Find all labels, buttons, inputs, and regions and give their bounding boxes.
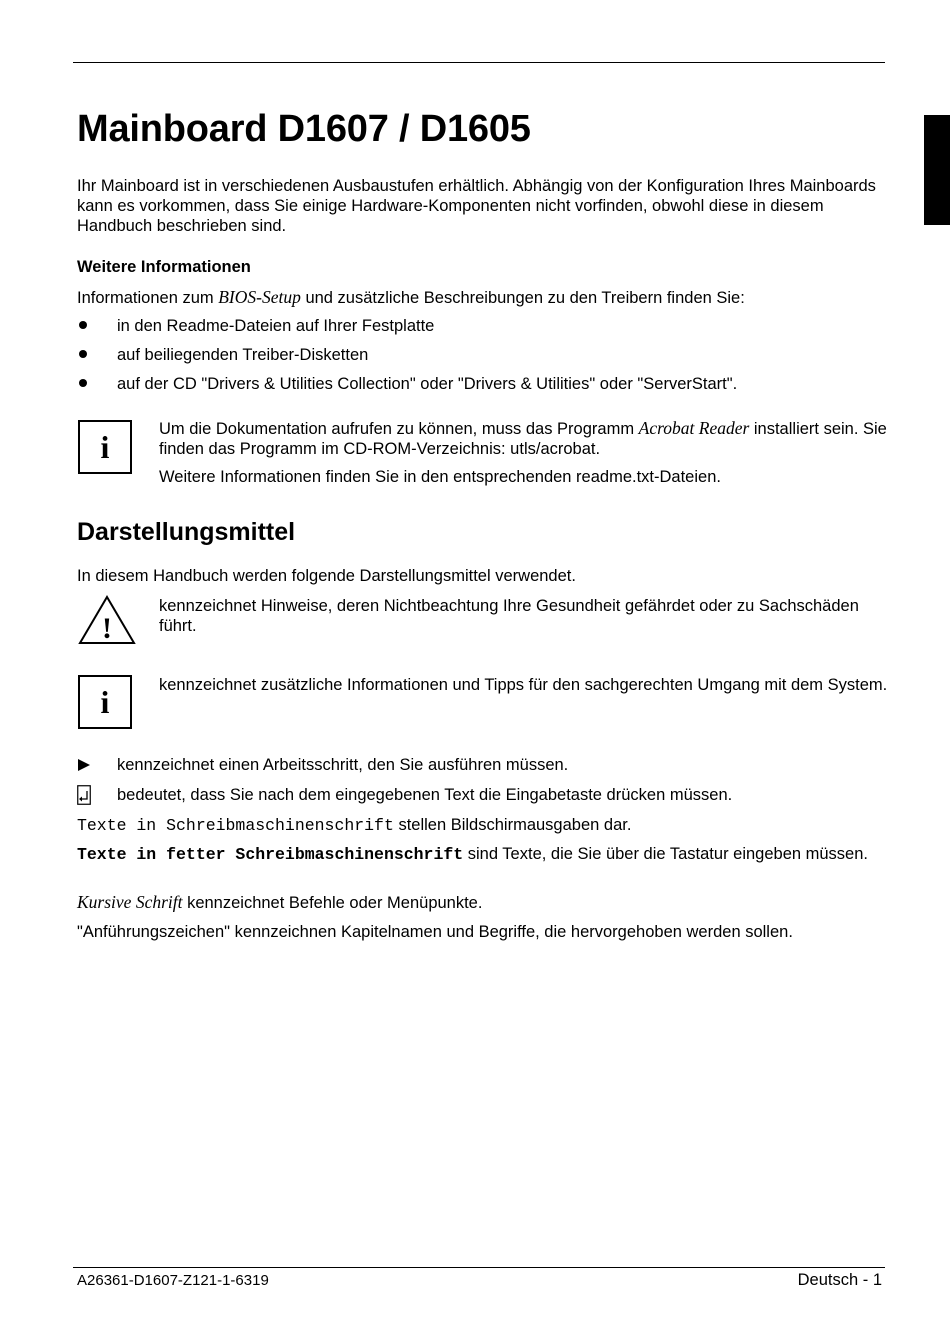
svg-text:!: ! <box>102 612 112 645</box>
quote-convention: "Anführungszeichen" kennzeichnen Kapitelnamen und Begriffe, die hervorgehoben werden sollen. <box>77 923 793 941</box>
italic-explanation: kennzeichnet Befehle oder Menüpunkte. <box>182 894 483 912</box>
doc-number: A26361-D1607-Z121-1-6319 <box>77 1272 269 1289</box>
warning-triangle-icon <box>77 594 137 646</box>
note-readme: Weitere Informationen finden Sie in den entsprechenden readme.txt-Dateien. <box>159 468 721 486</box>
footer-rule <box>73 1267 885 1268</box>
enter-description: bedeutet, dass Sie nach dem eingegebenen Text die Eingabetaste drücken müssen. <box>117 786 733 804</box>
bios-setup-term: BIOS-Setup <box>218 287 301 307</box>
bold-mono-explanation: sind Texte, die Sie über die Tastatur eingeben müssen. <box>463 845 868 863</box>
mono-explanation: stellen Bildschirmausgaben dar. <box>393 816 632 834</box>
info-icon: i <box>78 420 132 474</box>
section-heading-conventions: Darstellungsmittel <box>77 518 296 546</box>
step-arrow-icon <box>78 759 90 771</box>
bold-mono-convention <box>77 844 887 865</box>
language-tab-marker <box>924 115 950 225</box>
mono-convention <box>77 815 631 836</box>
list-item: in den Readme-Dateien auf Ihrer Festplatte <box>77 316 737 345</box>
info-sources-list <box>77 316 737 403</box>
list-item: auf der CD "Drivers & Utilities Collection" oder "Drivers & Utilities" oder "ServerStart". <box>77 374 737 403</box>
page-number: Deutsch - 1 <box>797 1271 882 1289</box>
note-before: Um die Dokumentation aufrufen zu können, muss das Programm <box>159 420 639 438</box>
list-item: auf beiliegenden Treiber-Disketten <box>77 345 737 374</box>
header-rule <box>73 62 885 63</box>
warning-description: kennzeichnet Hinweise, deren Nichtbeachtung Ihre Gesundheit gefährdet oder zu Sachschäden führt. <box>159 597 859 635</box>
acrobat-reader-term: Acrobat Reader <box>638 418 750 438</box>
intro-paragraph: Ihr Mainboard ist in verschiedenen Ausbaustufen erhältlich. Abhängig von der Konfiguration Ihres Mainboards kann es vorkommen, dass Sie einige Hardware-Komponenten nicht vorfinden, obwohl diese in diesem Handbuch beschrieben sind. <box>77 177 876 235</box>
enter-key-icon <box>77 785 91 805</box>
page-title: Mainboard D1607 / D1605 <box>77 108 531 150</box>
info-description: kennzeichnet zusätzliche Informationen und Tipps für den sachgerechten Umgang mit dem System. <box>159 676 888 694</box>
lead-after: und zusätzliche Beschreibungen zu den Treibern finden Sie: <box>300 289 745 307</box>
step-description: kennzeichnet einen Arbeitsschritt, den Sie ausführen müssen. <box>117 756 569 774</box>
mono-sample: Texte in Schreibmaschinenschrift <box>77 816 394 835</box>
italic-sample: Kursive Schrift <box>77 892 183 912</box>
further-info-lead <box>77 287 745 308</box>
info-icon: i <box>78 675 132 729</box>
conventions-lead: In diesem Handbuch werden folgende Darstellungsmittel verwendet. <box>77 567 576 585</box>
note-acrobat <box>159 418 889 459</box>
note-after: installiert sein. Sie finden das Programm im CD-ROM-Verzeichnis: utls/acrobat. <box>159 420 887 458</box>
bold-mono-sample: Texte in fetter Schreibmaschinenschrift <box>77 845 464 864</box>
italic-convention <box>77 892 482 913</box>
further-info-heading: Weitere Informationen <box>77 258 251 276</box>
lead-before: Informationen zum <box>77 289 219 307</box>
